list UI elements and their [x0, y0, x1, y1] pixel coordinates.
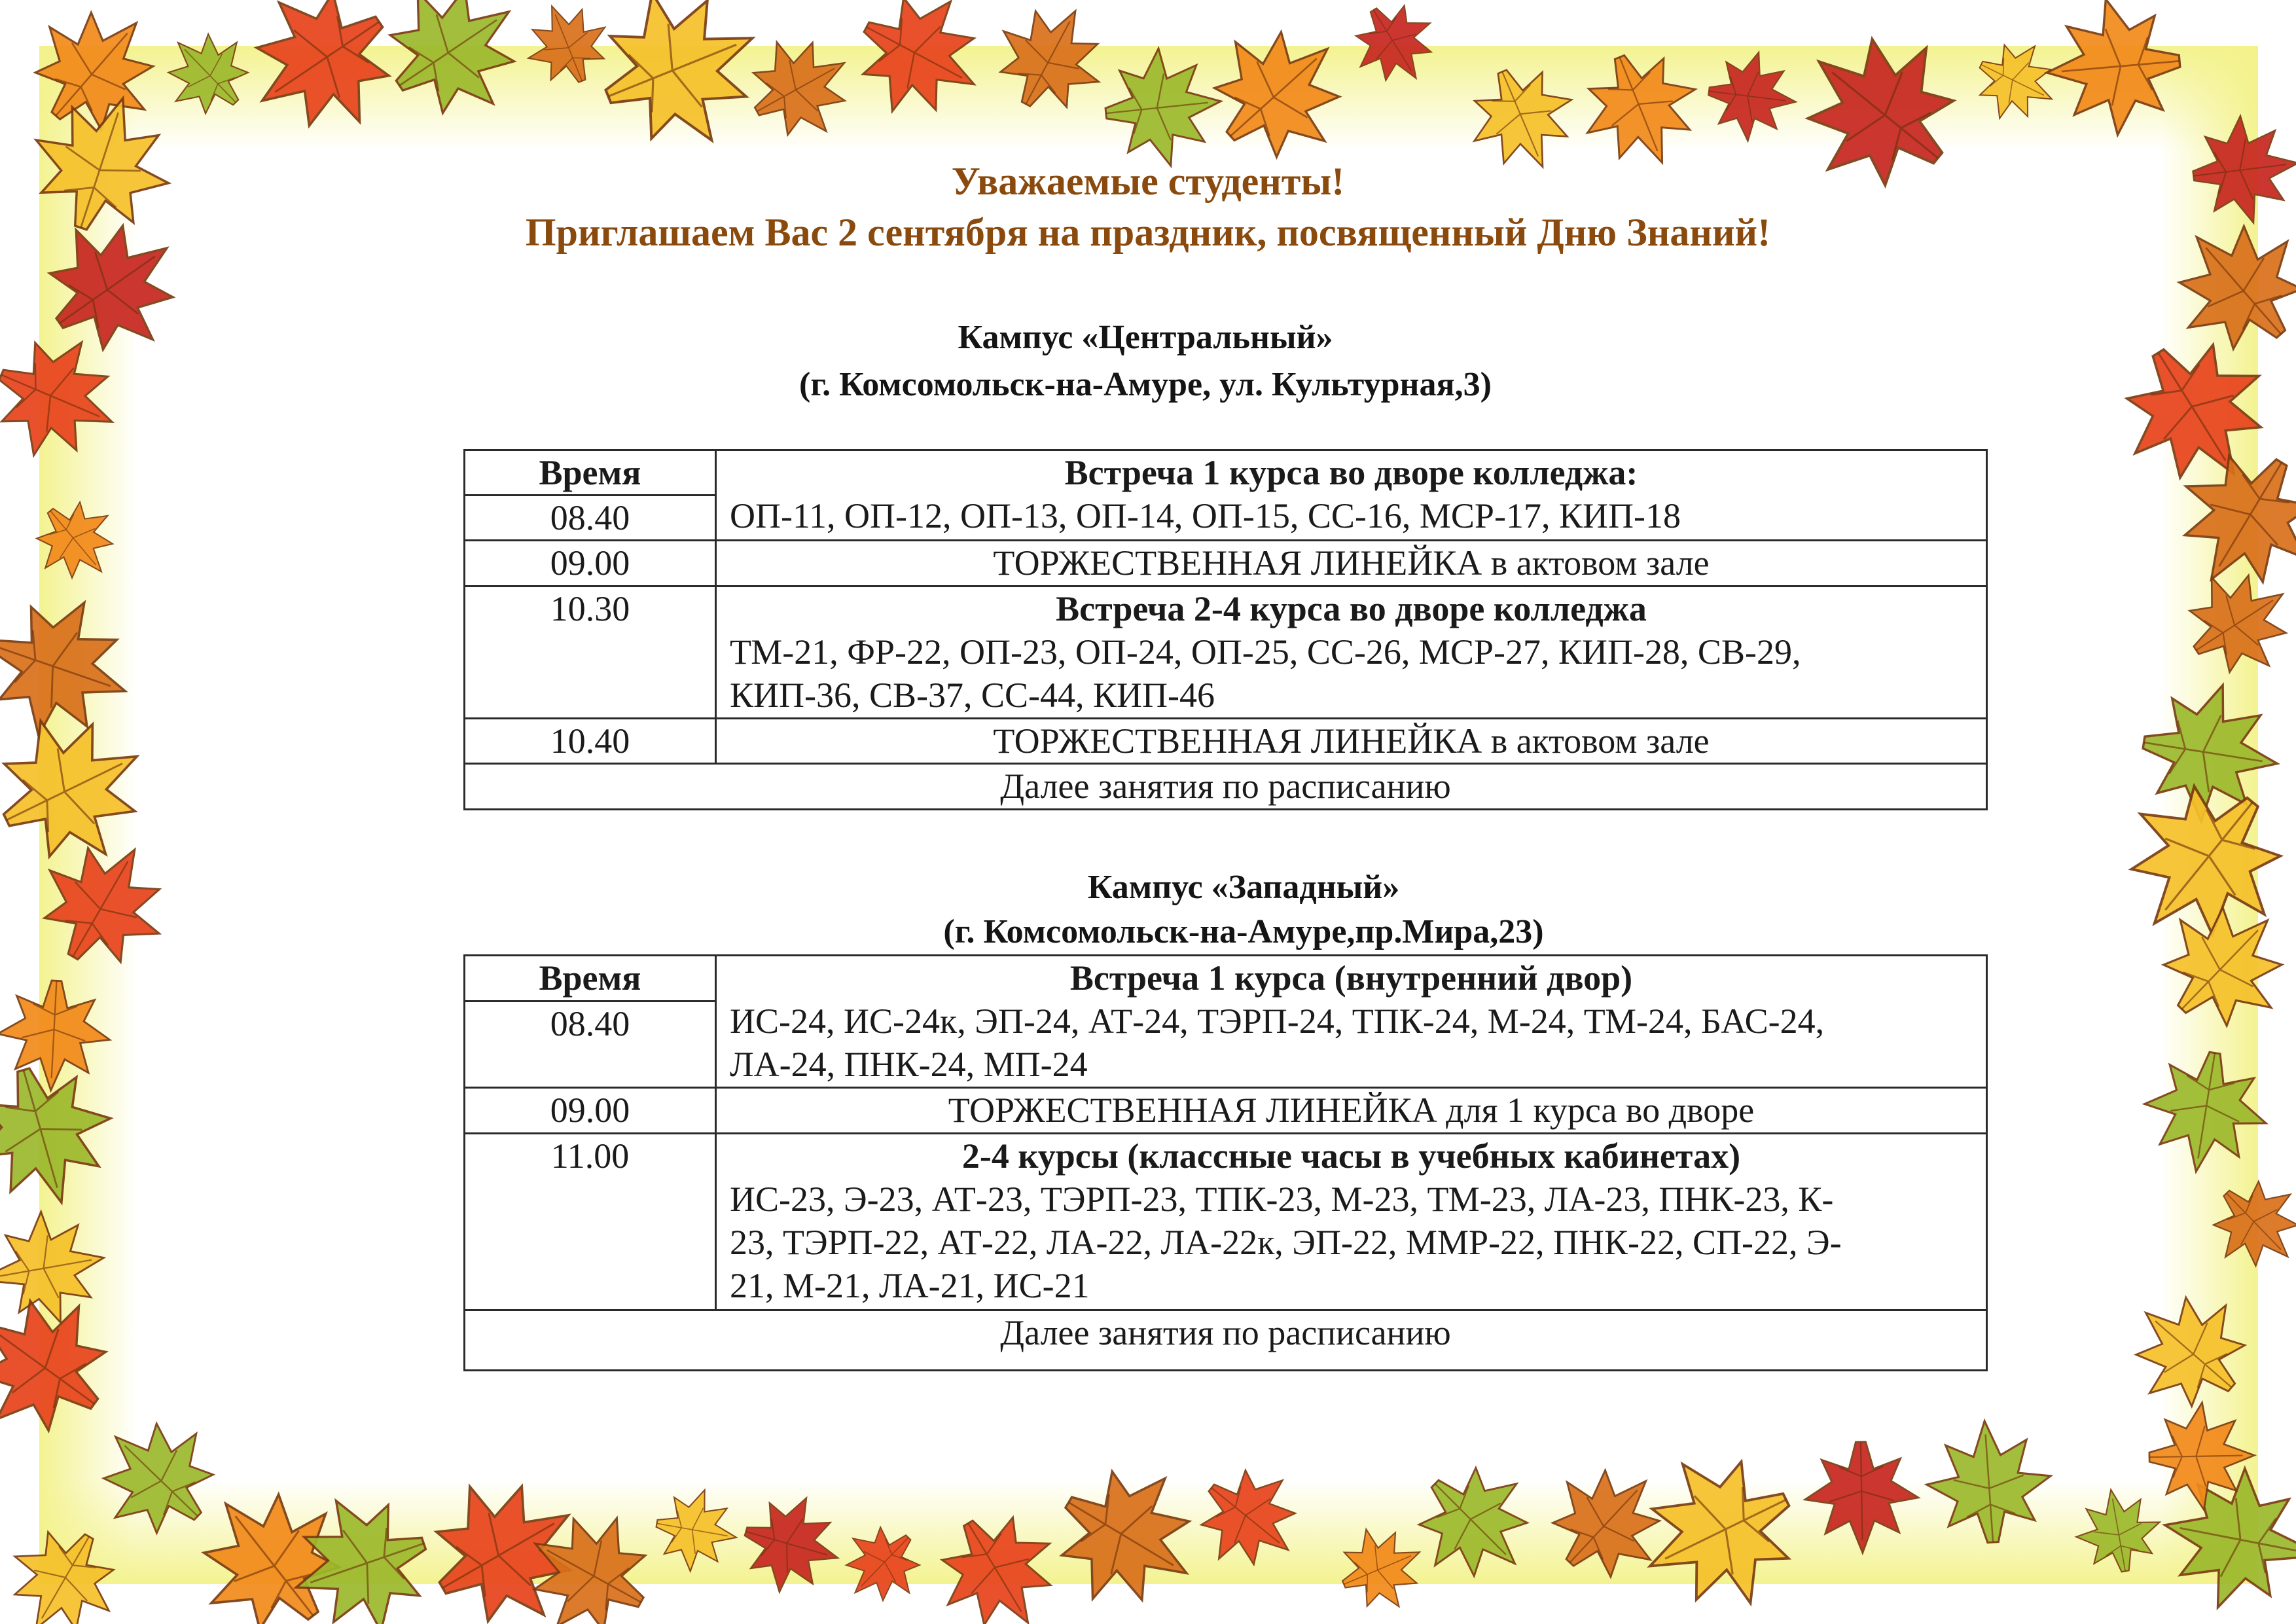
table-row	[465, 764, 1987, 810]
time-cell: 10.30	[465, 586, 716, 719]
event-cell	[716, 956, 1987, 1088]
time-cell: 09.00	[465, 541, 716, 586]
group-list-line: ЛА-24, ПНК-24, МП-24	[730, 1045, 1088, 1084]
campus-west-title: Кампус «Западный»	[1087, 869, 1400, 906]
footer-note: Далее занятия по расписанию	[465, 1310, 1987, 1371]
schedule-table-central	[463, 449, 1988, 810]
time-cell: 11.00	[465, 1134, 716, 1310]
event-cell	[716, 450, 1987, 541]
event-heading: Встреча 1 курса во дворе колледжа:	[1064, 453, 1638, 492]
table-row	[465, 541, 1987, 586]
event-heading: 2-4 курсы (классные часы в учебных кабинетах)	[961, 1136, 1741, 1176]
time-column-header: Время	[465, 956, 716, 1001]
table-row	[465, 450, 1987, 496]
campus-west-address: (г. Комсомольск-на-Амуре,пр.Мира,23)	[943, 913, 1544, 950]
group-list-line: ИС-24, ИС-24к, ЭП-24, АТ-24, ТЭРП-24, ТПК-24, М-24, ТМ-24, БАС-24,	[730, 1001, 1825, 1041]
table-row	[465, 1088, 1987, 1134]
time-cell: 09.00	[465, 1088, 716, 1134]
campus-central-address: (г. Комсомольск-на-Амуре, ул. Культурная,3)	[799, 366, 1492, 403]
table-row	[465, 719, 1987, 764]
table-row	[465, 1310, 1987, 1371]
group-list-line: 21, М-21, ЛА-21, ИС-21	[730, 1266, 1090, 1305]
event-heading: Встреча 2-4 курса во дворе колледжа	[1056, 589, 1647, 628]
group-list-line: 23, ТЭРП-22, АТ-22, ЛА-22, ЛА-22к, ЭП-22, ММР-22, ПНК-22, СП-22, Э-	[730, 1223, 1842, 1262]
event-heading: Встреча 1 курса (внутренний двор)	[1069, 958, 1633, 998]
time-cell: 08.40	[465, 496, 716, 541]
schedule-table-west	[463, 954, 1988, 1371]
greeting-line-2: Приглашаем Вас 2 сентября на праздник, посвященный Дню Знаний!	[525, 211, 1771, 254]
event-cell: ТОРЖЕСТВЕННАЯ ЛИНЕЙКА в актовом зале	[716, 541, 1987, 586]
time-cell: 10.40	[465, 719, 716, 764]
campus-central-title: Кампус «Центральный»	[958, 319, 1333, 356]
group-list: ОП-11, ОП-12, ОП-13, ОП-14, ОП-15, СС-16, МСР-17, КИП-18	[730, 496, 1681, 535]
event-cell: ТОРЖЕСТВЕННАЯ ЛИНЕЙКА для 1 курса во дворе	[716, 1088, 1987, 1134]
greeting-line-1: Уважаемые студенты!	[951, 160, 1345, 203]
table-row	[465, 1134, 1987, 1310]
table-row	[465, 586, 1987, 719]
event-cell	[716, 1134, 1987, 1310]
time-column-header: Время	[465, 450, 716, 496]
footer-note: Далее занятия по расписанию	[465, 764, 1987, 810]
time-cell: 08.40	[465, 1001, 716, 1088]
event-cell	[716, 586, 1987, 719]
group-list-line: ТМ-21, ФР-22, ОП-23, ОП-24, ОП-25, СС-26, МСР-27, КИП-28, СВ-29,	[730, 632, 1801, 672]
table-row	[465, 956, 1987, 1001]
group-list-line: КИП-36, СВ-37, СС-44, КИП-46	[730, 676, 1215, 715]
event-cell: ТОРЖЕСТВЕННАЯ ЛИНЕЙКА в актовом зале	[716, 719, 1987, 764]
group-list-line: ИС-23, Э-23, АТ-23, ТЭРП-23, ТПК-23, М-23, ТМ-23, ЛА-23, ПНК-23, К-	[730, 1180, 1834, 1219]
